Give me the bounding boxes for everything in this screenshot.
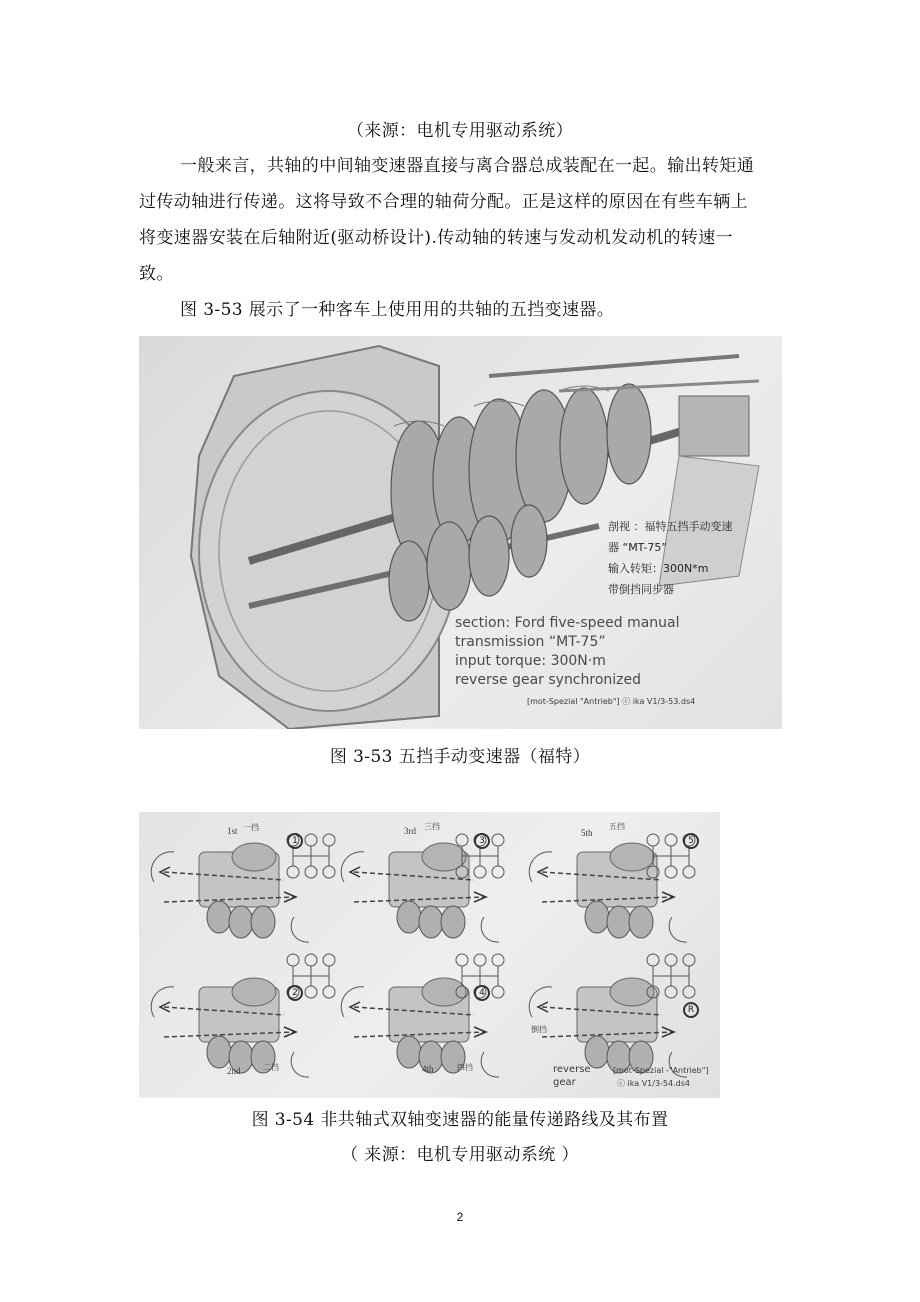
paragraph-line: 将变速器安装在后轴附近(驱动桥设计).传动轴的转速与发动机发动机的转速一 (139, 228, 734, 248)
annotation-cn-line: 输入转矩：300N*m (608, 562, 709, 575)
power-flow-figure (139, 812, 720, 1098)
paragraph-line: 过传动轴进行传递。这将导致不合理的轴荷分配。正是这样的原因在有些车辆上 (139, 192, 748, 212)
figure-caption: 图 3-53 五挡手动变速器（福特） (329, 747, 591, 767)
paragraph-line: 致。 (139, 264, 174, 284)
page-number: 2 (456, 1210, 464, 1224)
annotation-en-line: reverse gear synchronized (455, 672, 642, 688)
gear-label: 2nd (227, 1066, 241, 1076)
gear-label: 5th (581, 828, 593, 838)
selected-gear-marker: 5 (683, 833, 699, 849)
power-flow-illustration (139, 812, 720, 1098)
selected-gear-marker: 1 (287, 833, 303, 849)
gear-label-cn: 三挡 (424, 822, 440, 831)
figure-credit: [mot-Spezial "Antrieb"] ⓒ ika V1/3-53.ds4 (527, 697, 696, 706)
annotation-cn-block (608, 516, 733, 600)
figure-credit: ⓒ ika V1/3-54.ds4 (617, 1079, 690, 1088)
source-note-top: （来源：电机专用驱动系统） (346, 121, 574, 141)
gear-label: 4th (422, 1064, 434, 1074)
annotation-en-line: input torque: 300N·m (455, 653, 606, 669)
annotation-cn-line: 带倒挡同步器 (608, 583, 674, 596)
gear-label: 3rd (404, 826, 416, 836)
figure-caption: 图 3-54 非共轴式双轴变速器的能量传递路线及其布置 (251, 1110, 669, 1130)
annotation-en-line: transmission “MT-75” (455, 634, 606, 650)
selected-gear-marker: R (683, 1002, 699, 1018)
gear-label: 1st (227, 826, 238, 836)
gear-label-cn: 五挡 (609, 822, 625, 831)
annotation-cn-line: 器 “MT-75” (608, 541, 668, 554)
transmission-cutaway-figure (139, 336, 782, 729)
annotation-en-block (455, 614, 680, 690)
paragraph-line: 一般来言，共轴的中间轴变速器直接与离合器总成装配在一起。输出转矩通 (180, 156, 755, 176)
selected-gear-marker: 2 (287, 985, 303, 1001)
annotation-en-line: section: Ford five-speed manual (455, 615, 680, 631)
source-note-bottom: （ 来源：电机专用驱动系统 ） (341, 1145, 579, 1165)
gear-label-cn: 一挡 (243, 823, 259, 832)
gear-label-cn: 二挡 (263, 1063, 279, 1072)
gear-label-cn: 四挡 (457, 1063, 473, 1072)
annotation-cn-line: 剖视 ：福特五挡手动变速 (608, 520, 733, 533)
selected-gear-marker: 3 (474, 833, 490, 849)
figure-credit: [mot-Spezial -"Antrieb"] (613, 1066, 709, 1075)
gear-label-cn: 倒挡 (531, 1025, 547, 1034)
figure-intro-paragraph: 图 3-53 展示了一种客车上使用用的共轴的五挡变速器。 (180, 300, 615, 320)
gear-label: reverse gear (553, 1064, 591, 1088)
selected-gear-marker: 4 (474, 985, 490, 1001)
